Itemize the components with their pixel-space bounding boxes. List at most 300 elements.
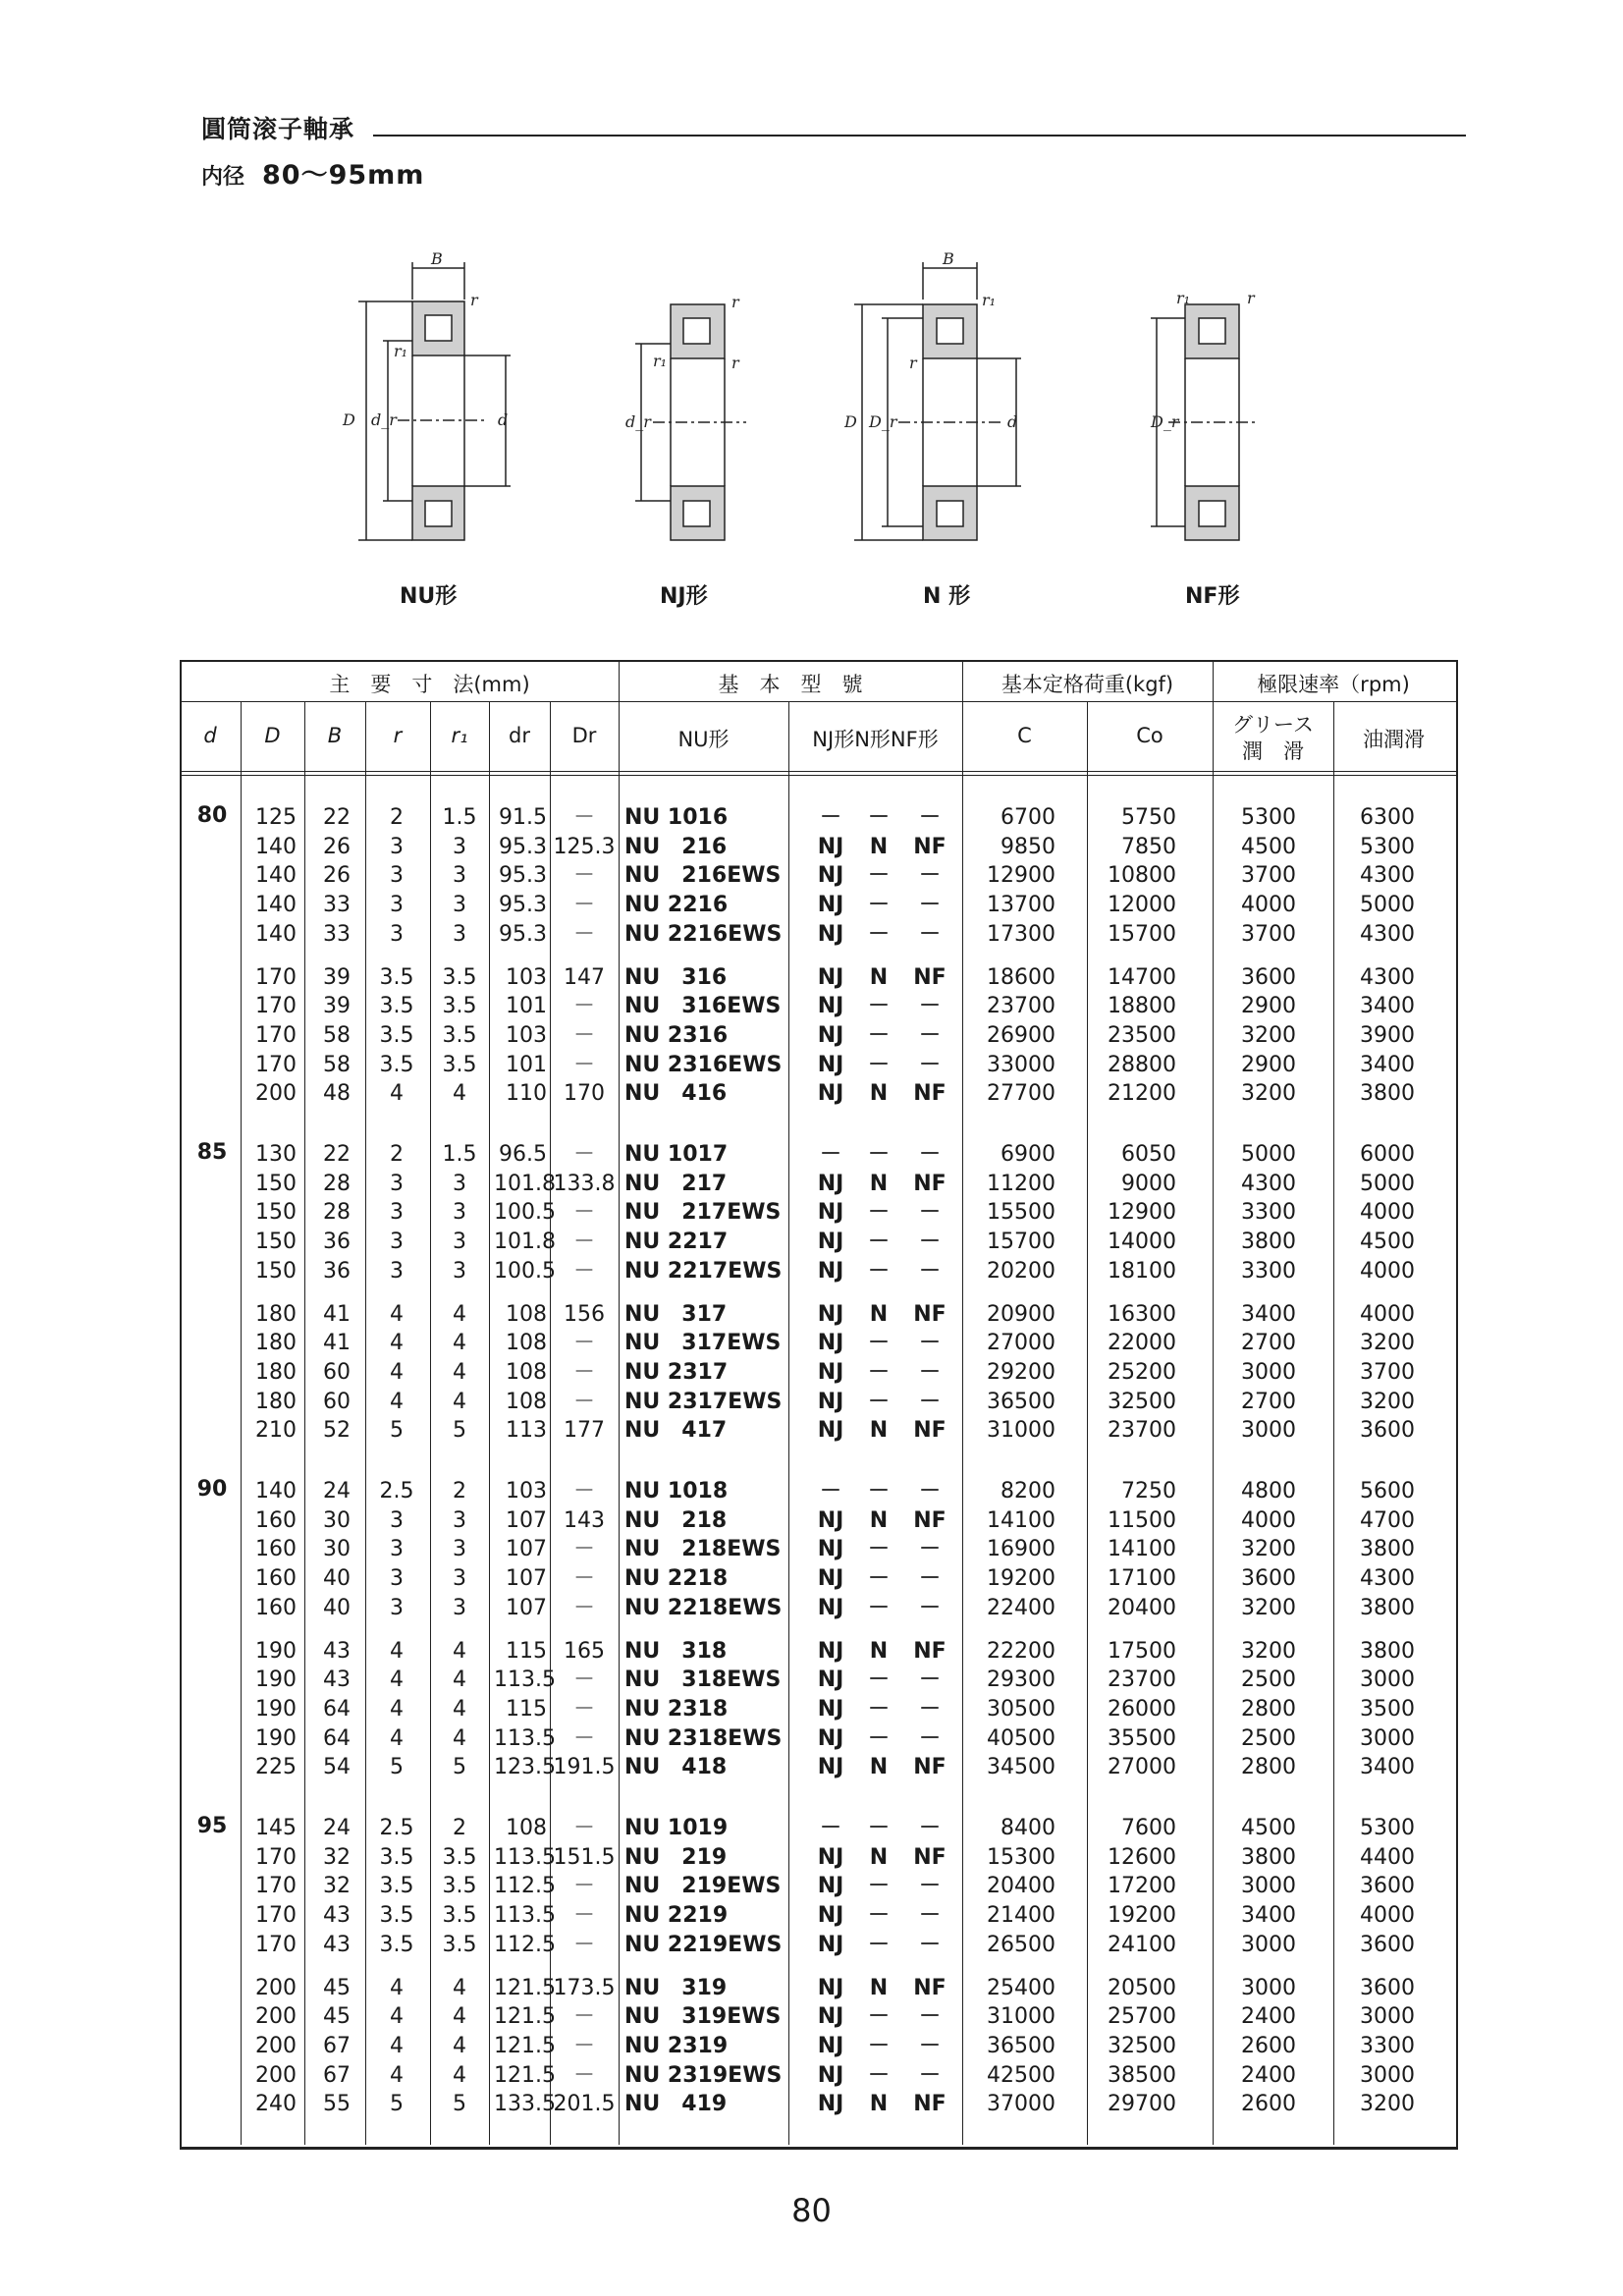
nj-bearing-diagram: [614, 250, 761, 565]
cell-d: 150: [255, 1230, 297, 1255]
cell-n: －: [867, 1331, 890, 1356]
cell-r1: 1.5: [442, 1142, 477, 1167]
cell-nf: －: [918, 1200, 941, 1226]
cell-r1: 3: [453, 1595, 466, 1620]
cell-dr: －: [572, 1258, 595, 1284]
cell-c: 29300: [987, 1667, 1055, 1693]
cell-c: 31000: [987, 2004, 1055, 2030]
cell-d: 140: [255, 834, 297, 859]
cell-nj: NJ: [817, 1844, 844, 1870]
cell-c: 15300: [987, 1844, 1055, 1870]
cell-c: 25400: [987, 1975, 1055, 2000]
cell-c: 37000: [987, 2092, 1055, 2117]
cell-c: 19200: [987, 1566, 1055, 1592]
cell-r1: 3.5: [442, 1903, 477, 1929]
cell-n: －: [867, 1142, 890, 1167]
cell-oil: 3200: [1360, 2092, 1415, 2117]
cell-r: 3.5: [379, 964, 414, 990]
cell-d: 145: [255, 1816, 297, 1840]
cell-dr: －: [572, 1725, 595, 1751]
cell-oil: 4000: [1360, 1903, 1415, 1929]
cell-dr: 110: [506, 1081, 547, 1107]
cell-nu: NU 316: [624, 964, 728, 990]
cell-oil: 4000: [1360, 1258, 1415, 1284]
cell-n: －: [867, 893, 890, 918]
cell-c: 20200: [987, 1258, 1055, 1284]
cell-c: 22200: [987, 1638, 1055, 1664]
cell-nf: －: [918, 1479, 941, 1503]
cell-r1: 4: [453, 1667, 466, 1693]
cell-r: 3: [390, 893, 404, 918]
cell-n: N: [869, 1418, 889, 1444]
cell-dr: －: [572, 1874, 595, 1899]
cell-b: 45: [323, 2004, 351, 2030]
cell-r: 4: [390, 2004, 404, 2030]
cell-dr: －: [572, 994, 595, 1019]
cell-grease: 2400: [1241, 2062, 1296, 2088]
cell-r: 4: [390, 1667, 404, 1693]
cell-dr: －: [572, 1200, 595, 1226]
cell-n: －: [867, 1230, 890, 1255]
cell-nj: NJ: [817, 1755, 844, 1780]
nj-dim-r-2: r: [731, 354, 739, 372]
cell-nu: NU 1017: [624, 1142, 729, 1167]
cell-n: N: [869, 2092, 889, 2117]
cell-grease: 5300: [1241, 805, 1296, 830]
col-header-b: B: [327, 724, 343, 747]
cell-r1: 5: [453, 2092, 466, 2117]
cell-n: N: [869, 1975, 889, 2000]
cell-oil: 5000: [1360, 893, 1415, 918]
cell-dr: －: [572, 1595, 595, 1620]
cell-d: 190: [255, 1696, 297, 1722]
cell-d: 160: [255, 1507, 297, 1533]
cell-nj: NJ: [817, 1667, 844, 1693]
cell-r1: 3.5: [442, 1932, 477, 1957]
cell-dr: 201.5: [553, 2092, 616, 2117]
cell-b: 58: [323, 1022, 351, 1048]
cell-co: 38500: [1108, 2062, 1176, 2088]
cell-r1: 3.5: [442, 964, 477, 990]
cell-r1: 4: [453, 1331, 466, 1356]
cell-nj: NJ: [817, 1359, 844, 1385]
cell-n: N: [869, 964, 889, 990]
cell-r1: 3.5: [442, 994, 477, 1019]
cell-co: 7850: [1121, 834, 1176, 859]
n-dim-dr: D_r: [869, 412, 897, 431]
col-rule-dr: [550, 701, 551, 2145]
cell-n: －: [867, 2004, 890, 2030]
n-dim-big-d: D: [844, 412, 857, 431]
cell-oil: 3600: [1360, 1932, 1415, 1957]
cell-oil: 3400: [1360, 994, 1415, 1019]
cell-b: 39: [323, 964, 351, 990]
cell-grease: 3000: [1241, 1874, 1296, 1899]
cell-d: 170: [255, 1903, 297, 1929]
cell-n: －: [867, 1022, 890, 1048]
cell-nf: －: [918, 1331, 941, 1356]
cell-r: 3: [390, 1595, 404, 1620]
cell-oil: 4400: [1360, 1844, 1415, 1870]
cell-n: －: [867, 1359, 890, 1385]
cell-dr: 115: [506, 1638, 547, 1664]
cell-c: 20900: [987, 1301, 1055, 1327]
cell-dr: －: [572, 1052, 595, 1077]
cell-co: 18100: [1108, 1258, 1176, 1284]
cell-nf: －: [918, 805, 941, 830]
cell-nu: NU 417: [624, 1418, 728, 1444]
cell-r1: 3: [453, 1566, 466, 1592]
cell-b: 26: [323, 834, 351, 859]
cell-grease: 3200: [1241, 1638, 1296, 1664]
cell-d: 240: [255, 2092, 297, 2117]
cell-c: 36500: [987, 2033, 1055, 2058]
cell-r: 3: [390, 1537, 404, 1562]
cell-r1: 3: [453, 1200, 466, 1226]
cell-nf: －: [918, 1022, 941, 1048]
cell-nu: NU 318: [624, 1638, 728, 1664]
cell-b: 22: [323, 805, 351, 830]
nu-dim-r: r: [470, 291, 478, 309]
cell-oil: 5300: [1360, 1816, 1415, 1840]
nu-bearing-diagram: [339, 250, 535, 565]
cell-r: 4: [390, 1331, 404, 1356]
col-rule-grease: [1333, 701, 1334, 2145]
cell-co: 23500: [1108, 1022, 1176, 1048]
cell-b: 28: [323, 1171, 351, 1196]
header-rule-2: [180, 771, 1456, 772]
cell-nj: NJ: [817, 1258, 844, 1284]
cell-nf: －: [918, 1595, 941, 1620]
cell-dr: －: [572, 1537, 595, 1562]
cell-b: 36: [323, 1258, 351, 1284]
cell-grease: 2800: [1241, 1755, 1296, 1780]
cell-d: 200: [255, 2033, 297, 2058]
n-dim-b: B: [943, 250, 954, 268]
cell-dr: －: [572, 893, 595, 918]
cell-c: 42500: [987, 2062, 1055, 2088]
cell-nu: NU 219: [624, 1844, 728, 1870]
cell-n: －: [867, 1389, 890, 1414]
cell-nf: NF: [913, 1081, 947, 1107]
cell-dr: －: [572, 1932, 595, 1957]
cell-dr: 143: [564, 1507, 605, 1533]
cell-grease: 4800: [1241, 1479, 1296, 1503]
cell-r1: 4: [453, 1975, 466, 2000]
cell-dr: －: [572, 2033, 595, 2058]
cell-d: 170: [255, 1844, 297, 1870]
cell-dr: －: [572, 921, 595, 947]
cell-r1: 4: [453, 1696, 466, 1722]
cell-nf: －: [918, 2062, 941, 2088]
col-rule-B: [365, 701, 366, 2145]
figure-label-nu: NU形: [400, 584, 458, 609]
cell-b: 22: [323, 1142, 351, 1167]
cell-n: －: [867, 1479, 890, 1503]
cell-b: 55: [323, 2092, 351, 2117]
cell-d: 170: [255, 1874, 297, 1899]
cell-c: 40500: [987, 1725, 1055, 1751]
nf-dim-r1: r₁: [1176, 289, 1191, 307]
cell-d: 125: [255, 805, 297, 830]
cell-b: 30: [323, 1507, 351, 1533]
cell-nj: NJ: [817, 2092, 844, 2117]
cell-dr: 113.5: [494, 1903, 556, 1929]
cell-dr: 100.5: [494, 1258, 556, 1284]
cell-dr: 191.5: [553, 1755, 616, 1780]
cell-co: 14700: [1108, 964, 1176, 990]
nf-dim-dr: D_r: [1151, 412, 1179, 431]
cell-grease: 3700: [1241, 863, 1296, 889]
cell-grease: 3300: [1241, 1258, 1296, 1284]
cell-dr: 96.5: [499, 1142, 547, 1167]
cell-dr: 121.5: [494, 2062, 556, 2088]
cell-oil: 3600: [1360, 1418, 1415, 1444]
cell-r1: 3.5: [442, 1052, 477, 1077]
cell-oil: 3600: [1360, 1874, 1415, 1899]
cell-co: 19200: [1108, 1903, 1176, 1929]
cell-c: 6900: [1001, 1142, 1055, 1167]
col-rule-designation-end: [962, 660, 963, 2145]
cell-b: 24: [323, 1816, 351, 1840]
cell-grease: 2600: [1241, 2092, 1296, 2117]
cell-co: 23700: [1108, 1667, 1176, 1693]
cell-n: N: [869, 1755, 889, 1780]
nj-dim-dr: d_r: [625, 412, 651, 431]
cell-nu: NU 319: [624, 1975, 728, 2000]
cell-dr: 113.5: [494, 1725, 556, 1751]
n-dim-r1: r₁: [982, 291, 997, 309]
cell-d: 225: [255, 1755, 297, 1780]
cell-r: 2.5: [379, 1816, 414, 1840]
cell-dr: 108: [506, 1389, 547, 1414]
cell-n: N: [869, 1301, 889, 1327]
cell-n: －: [867, 1696, 890, 1722]
cell-co: 32500: [1108, 2033, 1176, 2058]
cell-dr: 121.5: [494, 1975, 556, 2000]
cell-c: 33000: [987, 1052, 1055, 1077]
cell-r1: 3.5: [442, 1844, 477, 1870]
cell-nj: NJ: [817, 1171, 844, 1196]
col-header-nu: NU形: [677, 728, 730, 751]
cell-nj: NJ: [817, 1052, 844, 1077]
cell-co: 5750: [1121, 805, 1176, 830]
cell-grease: 2900: [1241, 1052, 1296, 1077]
cell-nj: NJ: [817, 1301, 844, 1327]
cell-grease: 3000: [1241, 1932, 1296, 1957]
cell-nf: －: [918, 1359, 941, 1385]
cell-n: －: [867, 994, 890, 1019]
bore-range: 80～95mm: [262, 160, 425, 191]
cell-oil: 3300: [1360, 2033, 1415, 2058]
cell-r: 4: [390, 1081, 404, 1107]
cell-nj: NJ: [817, 2062, 844, 2088]
cell-d: 140: [255, 1479, 297, 1503]
cell-r: 3.5: [379, 1052, 414, 1077]
cell-oil: 3900: [1360, 1022, 1415, 1048]
cell-oil: 3000: [1360, 1667, 1415, 1693]
cell-b: 60: [323, 1389, 351, 1414]
cell-grease: 2600: [1241, 2033, 1296, 2058]
cell-b: 64: [323, 1696, 351, 1722]
header-designation: 基 本 型 號: [718, 673, 863, 696]
cell-nf: －: [918, 1903, 941, 1929]
cell-r: 3: [390, 1230, 404, 1255]
cell-r1: 2: [453, 1816, 466, 1840]
cell-oil: 4300: [1360, 1566, 1415, 1592]
cell-dr: 108: [506, 1359, 547, 1385]
cell-dr: 115: [506, 1696, 547, 1722]
cell-n: －: [867, 1903, 890, 1929]
cell-dr: 101: [506, 994, 547, 1019]
cell-b: 24: [323, 1479, 351, 1503]
cell-r: 3.5: [379, 1844, 414, 1870]
cell-c: 34500: [987, 1755, 1055, 1780]
cell-dr: 113.5: [494, 1667, 556, 1693]
cell-c: 17300: [987, 921, 1055, 947]
cell-dr: 100.5: [494, 1200, 556, 1226]
cell-nu: NU 416: [624, 1081, 728, 1107]
cell-dr: 108: [506, 1816, 547, 1840]
cell-d: 160: [255, 1566, 297, 1592]
cell-dr: －: [572, 1816, 595, 1840]
cell-n: －: [867, 1667, 890, 1693]
cell-n: －: [867, 1258, 890, 1284]
cell-r1: 4: [453, 1359, 466, 1385]
cell-r1: 3: [453, 834, 466, 859]
cell-dr: 112.5: [494, 1932, 556, 1957]
cell-r: 4: [390, 1301, 404, 1327]
cell-dr: 156: [564, 1301, 605, 1327]
cell-n: N: [869, 1638, 889, 1664]
col-header-r: r: [393, 724, 403, 747]
cell-nu: NU 218: [624, 1507, 728, 1533]
cell-r: 3: [390, 921, 404, 947]
cell-b: 43: [323, 1903, 351, 1929]
cell-c: 13700: [987, 893, 1055, 918]
cell-co: 14000: [1108, 1230, 1176, 1255]
cell-nf: －: [918, 1667, 941, 1693]
cell-nf: －: [918, 1052, 941, 1077]
cell-r1: 3: [453, 863, 466, 889]
cell-n: N: [869, 1171, 889, 1196]
col-header-co: Co: [1136, 724, 1163, 747]
cell-co: 20500: [1108, 1975, 1176, 2000]
figure-label-nj: NJ形: [660, 584, 708, 609]
cell-c: 26500: [987, 1932, 1055, 1957]
cell-d: 170: [255, 1932, 297, 1957]
cell-n: －: [867, 805, 890, 830]
cell-grease: 2700: [1241, 1331, 1296, 1356]
cell-n: －: [867, 1052, 890, 1077]
cell-oil: 4000: [1360, 1200, 1415, 1226]
cell-nu: NU 2218EWS: [624, 1595, 783, 1620]
nu-dim-d: d: [498, 410, 509, 429]
cell-nj: －: [819, 1142, 841, 1167]
nu-dim-b: B: [431, 250, 443, 268]
cell-oil: 5600: [1360, 1479, 1415, 1503]
cell-r: 3: [390, 1258, 404, 1284]
cell-nu: NU 2316: [624, 1022, 729, 1048]
col-header-dr: dr: [509, 724, 530, 747]
cell-oil: 4300: [1360, 964, 1415, 990]
cell-r: 4: [390, 2062, 404, 2088]
bore-size-95: 95: [196, 1814, 228, 1838]
cell-b: 64: [323, 1725, 351, 1751]
cell-nf: －: [918, 2004, 941, 2030]
col-rule-dims-end: [619, 660, 620, 2145]
figure-nj: [614, 250, 761, 565]
nf-dim-r: r: [1247, 289, 1255, 307]
cell-co: 25700: [1108, 2004, 1176, 2030]
cell-oil: 4000: [1360, 1301, 1415, 1327]
cell-co: 25200: [1108, 1359, 1176, 1385]
cell-nf: NF: [913, 1171, 947, 1196]
cell-co: 9000: [1121, 1171, 1176, 1196]
cell-dr: 113.5: [494, 1844, 556, 1870]
cell-d: 140: [255, 863, 297, 889]
cell-oil: 3800: [1360, 1081, 1415, 1107]
cell-grease: 4500: [1241, 1816, 1296, 1840]
cell-d: 210: [255, 1418, 297, 1444]
cell-n: －: [867, 2062, 890, 2088]
cell-d: 160: [255, 1537, 297, 1562]
cell-nu: NU 2216: [624, 893, 729, 918]
cell-oil: 3800: [1360, 1638, 1415, 1664]
cell-d: 190: [255, 1667, 297, 1693]
cell-c: 30500: [987, 1696, 1055, 1722]
cell-grease: 3000: [1241, 1975, 1296, 2000]
n-dim-d: d: [1007, 412, 1018, 431]
cell-dr: 103: [506, 964, 547, 990]
cell-nf: －: [918, 1566, 941, 1592]
cell-co: 28800: [1108, 1052, 1176, 1077]
cell-oil: 3600: [1360, 1975, 1415, 2000]
cell-co: 10800: [1108, 863, 1176, 889]
cell-n: N: [869, 1507, 889, 1533]
cell-co: 16300: [1108, 1301, 1176, 1327]
cell-c: 18600: [987, 964, 1055, 990]
cell-nj: NJ: [817, 1230, 844, 1255]
cell-co: 29700: [1108, 2092, 1176, 2117]
cell-b: 33: [323, 921, 351, 947]
cell-c: 6700: [1001, 805, 1055, 830]
page-number: 80: [791, 2192, 832, 2229]
col-header-oil: 油潤滑: [1363, 728, 1425, 751]
cell-nu: NU 2318: [624, 1696, 729, 1722]
cell-co: 7600: [1121, 1816, 1176, 1840]
cell-dr: －: [572, 2004, 595, 2030]
cell-r: 2: [390, 805, 404, 830]
cell-dr: 151.5: [553, 1844, 616, 1870]
cell-r1: 3: [453, 921, 466, 947]
cell-r1: 1.5: [442, 805, 477, 830]
cell-nj: NJ: [817, 1696, 844, 1722]
cell-r1: 5: [453, 1755, 466, 1780]
cell-nu: NU 1019: [624, 1816, 729, 1840]
cell-r: 3.5: [379, 1022, 414, 1048]
cell-dr: 107: [506, 1507, 547, 1533]
cell-b: 40: [323, 1566, 351, 1592]
cell-co: 21200: [1108, 1081, 1176, 1107]
cell-grease: 3000: [1241, 1418, 1296, 1444]
cell-dr: 95.3: [499, 863, 547, 889]
cell-dr: －: [572, 1331, 595, 1356]
cell-dr: 112.5: [494, 1874, 556, 1899]
cell-r: 4: [390, 1725, 404, 1751]
cell-b: 48: [323, 1081, 351, 1107]
cell-r1: 2: [453, 1479, 466, 1503]
